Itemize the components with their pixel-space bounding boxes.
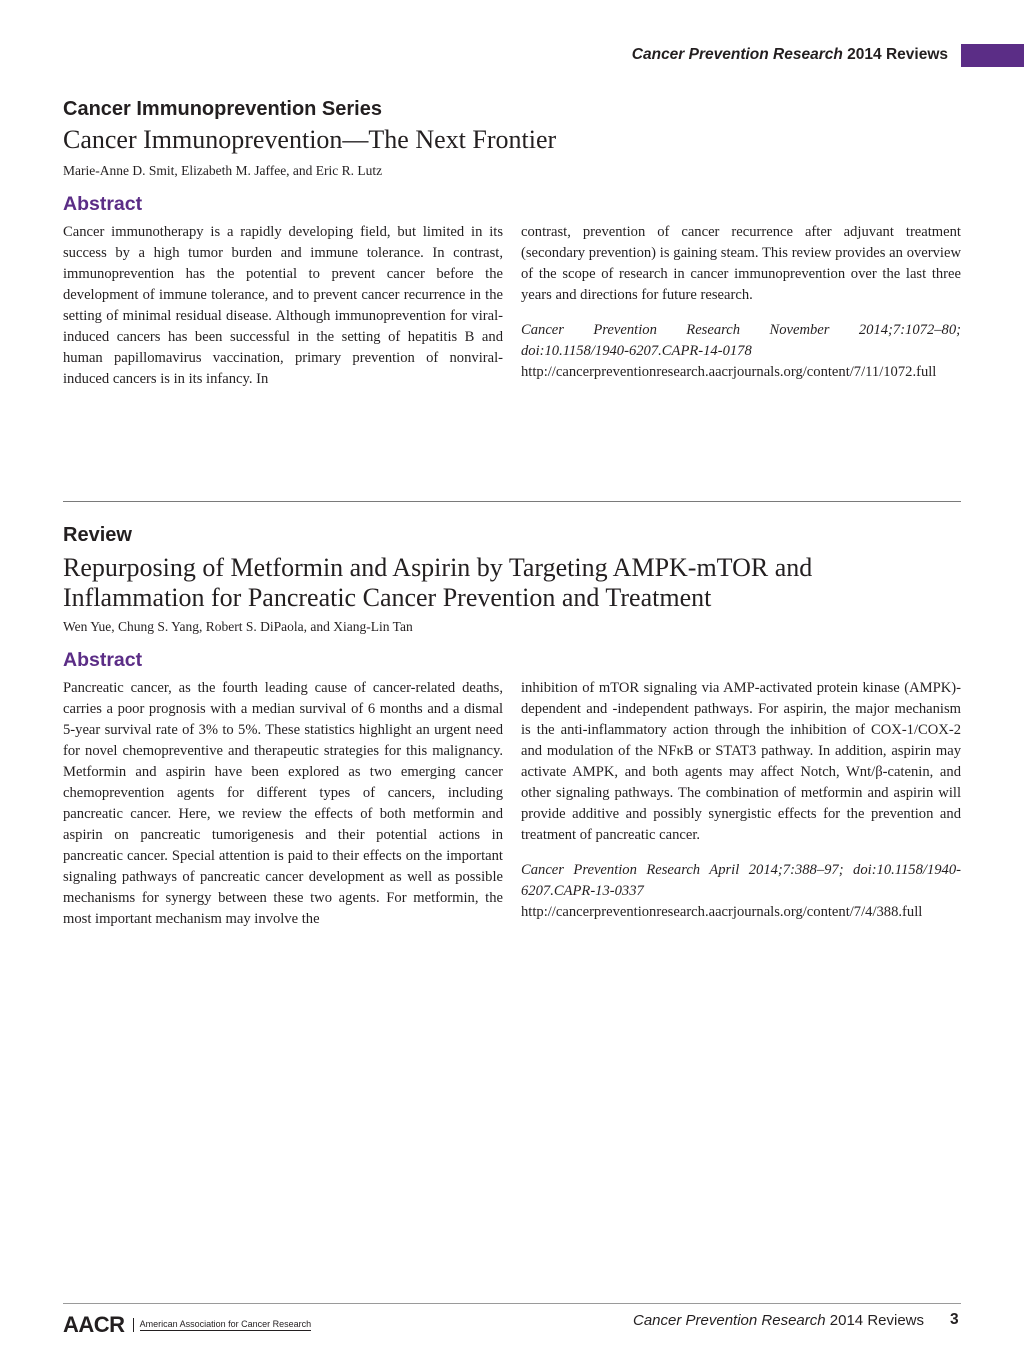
author-list: Wen Yue, Chung S. Yang, Robert S. DiPaola, and Xiang-Lin Tan <box>63 619 413 634</box>
abstract-column-left <box>63 222 503 390</box>
citation <box>521 860 961 923</box>
abstract-body <box>63 222 961 390</box>
citation-link[interactable]: http://cancerpreventionresearch.aacrjournals.org/content/7/4/388.full <box>521 904 923 920</box>
footer-running-title <box>633 1312 924 1329</box>
series-label: Review <box>63 524 132 546</box>
footer-suffix: 2014 Reviews <box>829 1312 924 1329</box>
abstract-text: contrast, prevention of cancer recurrence after adjuvant treatment (secondary prevention) is gaining steam. This review provides an overview of the scope of research in cancer immunoprevention over the last three years and directions for future research. <box>521 224 961 303</box>
series-label: Cancer Immunoprevention Series <box>63 98 382 120</box>
title-line: Cancer Immunoprevention—The Next Frontier <box>63 125 557 154</box>
citation <box>521 320 961 383</box>
section-divider <box>63 501 961 502</box>
header-suffix: 2014 Reviews <box>847 46 948 63</box>
title-line: Repurposing of Metformin and Aspirin by Targeting AMPK-mTOR and <box>63 553 813 582</box>
footer-journal: Cancer Prevention Research <box>633 1312 826 1329</box>
page-number: 3 <box>950 1311 959 1328</box>
abstract-text: inhibition of mTOR signaling via AMP-activated protein kinase (AMPK)-dependent and -independent pathways. For aspirin, the major mechanism is the anti-inflammatory action through the inhibition of COX-1/COX-2 and modulation of the NFκB or STAT3 pathway. In addition, aspirin may activate AMPK, and both agents may affect Notch, Wnt/β-catenin, and other signaling pathways. The combination of metformin and aspirin will provide additive and possibly synergistic effects for the prevention and treatment of pancreatic cancer. <box>521 680 961 843</box>
abstract-heading: Abstract <box>63 193 143 215</box>
abstract-heading: Abstract <box>63 649 143 671</box>
title-line: Inflammation for Pancreatic Cancer Prevention and Treatment <box>63 583 712 612</box>
citation-link[interactable]: http://cancerpreventionresearch.aacrjournals.org/content/7/11/1072.full <box>521 364 937 380</box>
header-journal: Cancer Prevention Research <box>631 46 843 63</box>
abstract-column-right <box>521 678 961 930</box>
citation-reference: Cancer Prevention Research April 2014;7:388–97; doi:10.1158/1940-6207.CAPR-13-0337 <box>521 862 961 899</box>
article-1 <box>63 98 961 390</box>
abstract-body <box>63 678 961 930</box>
header-accent-bar <box>961 44 1024 67</box>
article-title[interactable] <box>63 553 961 613</box>
aacr-logo[interactable] <box>63 1312 311 1338</box>
logo-text: American Association for Cancer Research <box>139 1319 312 1329</box>
logo-mark: AACR <box>63 1312 125 1337</box>
running-header <box>632 46 948 64</box>
author-list: Marie-Anne D. Smit, Elizabeth M. Jaffee, and Eric R. Lutz <box>63 163 383 178</box>
logo-separator <box>133 1318 134 1332</box>
footer-rule <box>63 1303 961 1304</box>
article-title[interactable] <box>63 125 961 155</box>
abstract-column-right <box>521 222 961 390</box>
abstract-text: Pancreatic cancer, as the fourth leading cause of cancer-related deaths, carries a poor prognosis with a median survival of 6 months and a dismal 5-year survival rate of 3% to 5%. These statistics highlight an urgent need for novel chemopreventive and therapeutic strategies for this malignancy. Metformin and aspirin have been explored as two emerging cancer chemoprevention agents for different types of cancers, including pancreatic cancer. Here, we review the effects of both metformin and aspirin on pancreatic tumorigenesis and their potential actions in pancreatic cancer. Special attention is paid to their effects on the important signaling pathways of pancreatic cancer development as well as possible mechanisms for synergy between these two agents. For metformin, the most important mechanism may involve the <box>63 680 503 927</box>
article-2 <box>63 524 961 930</box>
abstract-text: Cancer immunotherapy is a rapidly developing field, but limited in its success by a high tumor burden and immune tolerance. In contrast, immunoprevention has the potential to prevent cancer before the development of immune tolerance, and to prevent cancer recurrence in the setting of minimal residual disease. Although immunoprevention for viral-induced cancers has been successful in the setting of hepatitis B and human papillomavirus vaccination, primary prevention of nonviral-induced cancers is in its infancy. In <box>63 224 503 387</box>
citation-reference: Cancer Prevention Research November 2014;7:1072–80; doi:10.1158/1940-6207.CAPR-14-0178 <box>521 322 961 359</box>
abstract-column-left <box>63 678 503 930</box>
